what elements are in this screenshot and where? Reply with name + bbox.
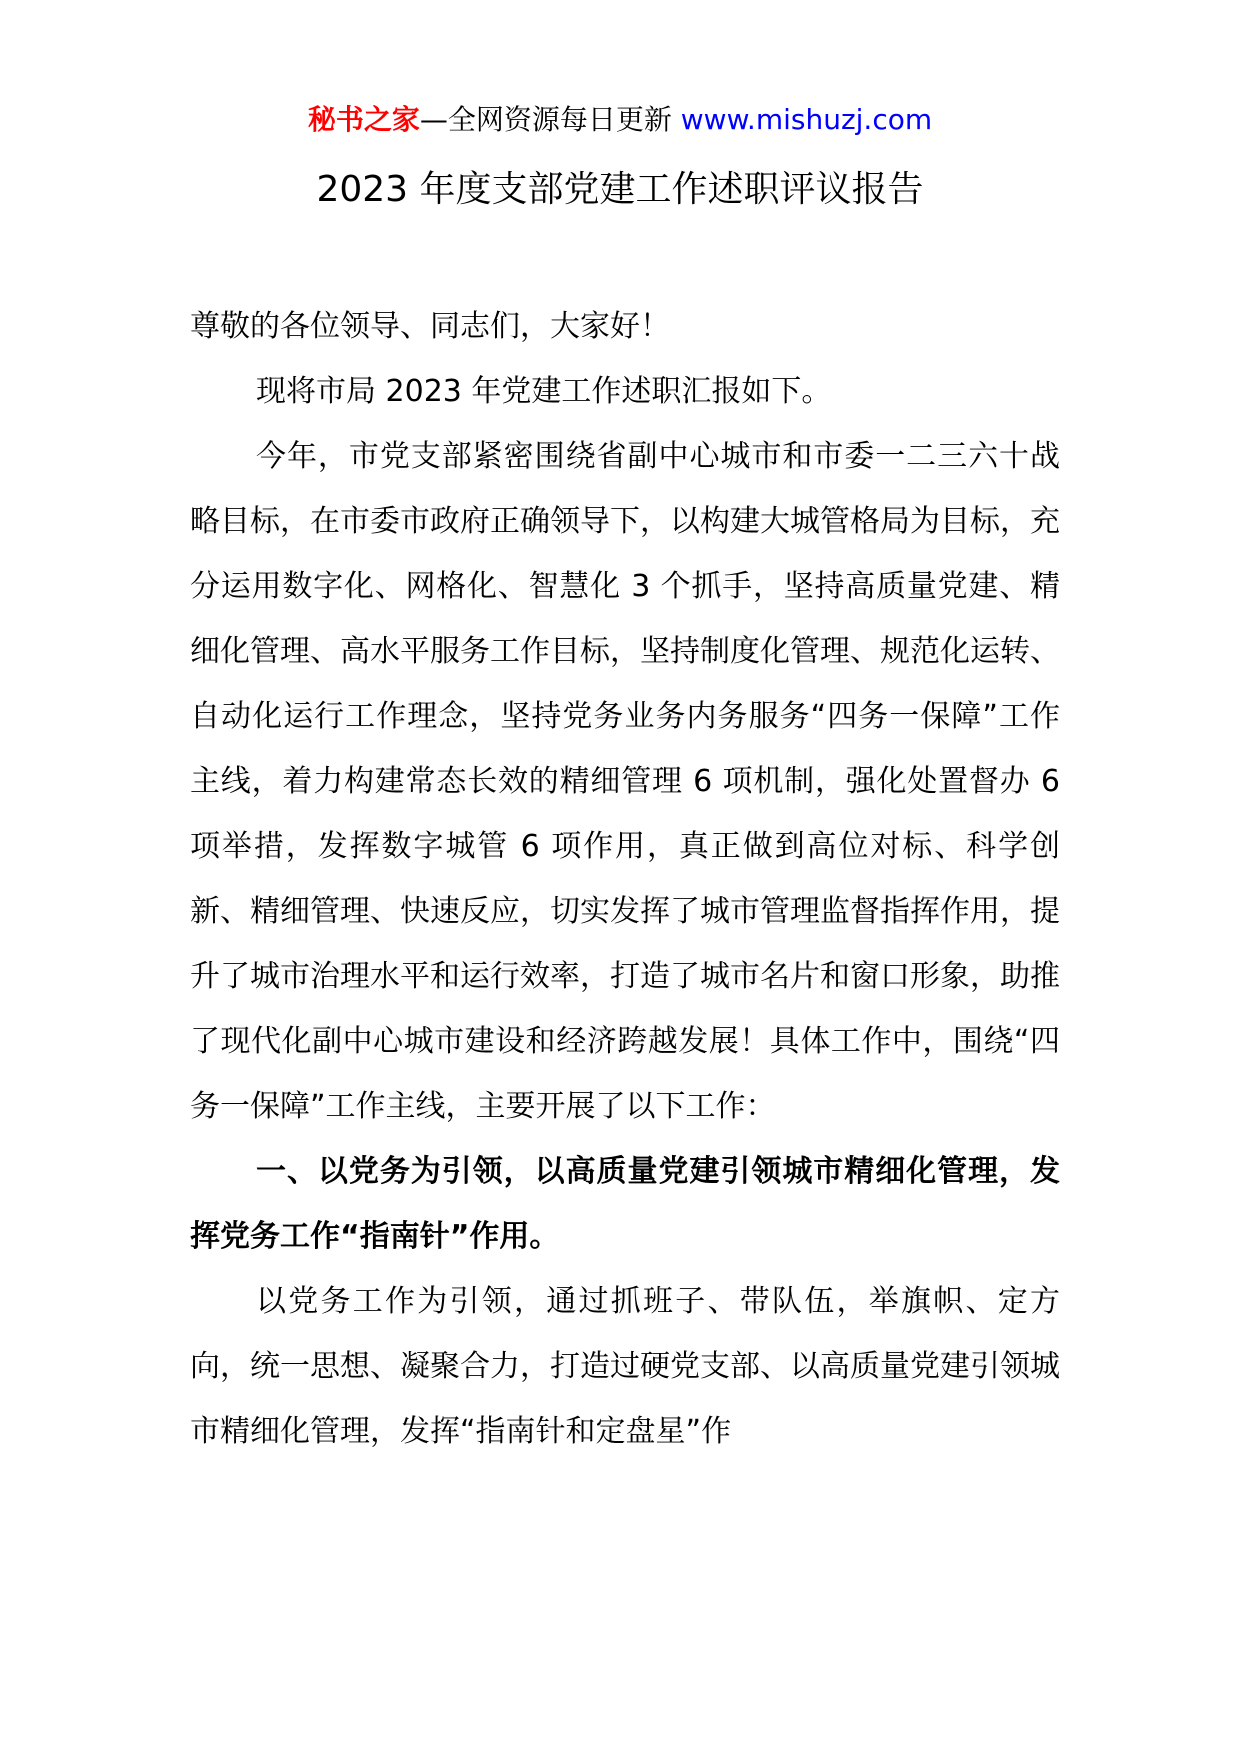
document-body [190,294,1060,1464]
intro-paragraph: 现将市局 2023 年党建工作述职汇报如下。 [256,374,832,409]
salutation-paragraph: 尊敬的各位领导、同志们，大家好！ [190,309,670,344]
header-tagline: —全网资源每日更新 [419,103,681,136]
summary-paragraph: 今年，市党支部紧密围绕省副中心城市和市委一二三六十战略目标，在市委市政府正确领导下，以构建大城管格局为目标，充分运用数字化、网格化、智慧化 3 个抓手，坚持高质量党建、精细化管理、高水平服务工作目标，坚持制度化管理、规范化运转、自动化运行工作理念，坚持党务业务内务服务“四务一保障”工作主线，着力构建常态长效的精细管理 6 项机制，强化处置督办 6 项举措，发挥数字城管 6 项作用，真正做到高位对标、科学创新、精细管理、快速反应，切实发挥了城市管理监督指挥作用，提升了城市治理水平和运行效率，打造了城市名片和窗口形象，助推了现代化副中心城市建设和经济跨越发展！具体工作中，围绕“四务一保障”工作主线，主要开展了以下工作： [190,439,1060,1124]
watermark-header [0,100,1240,140]
site-url-link[interactable]: www.mishuzj.com [680,103,933,136]
section-heading-1: 一、以党务为引领，以高质量党建引领城市精细化管理，发挥党务工作“指南针”作用。 [190,1154,1060,1254]
document-title: 2023 年度支部党建工作述职评议报告 [316,169,924,210]
section-paragraph-1: 以党务工作为引领，通过抓班子、带队伍，举旗帜、定方向，统一思想、凝聚合力，打造过硬党支部、以高质量党建引领城市精细化管理，发挥“指南针和定盘星”作 [190,1284,1060,1449]
brand-name: 秘书之家 [307,103,420,136]
